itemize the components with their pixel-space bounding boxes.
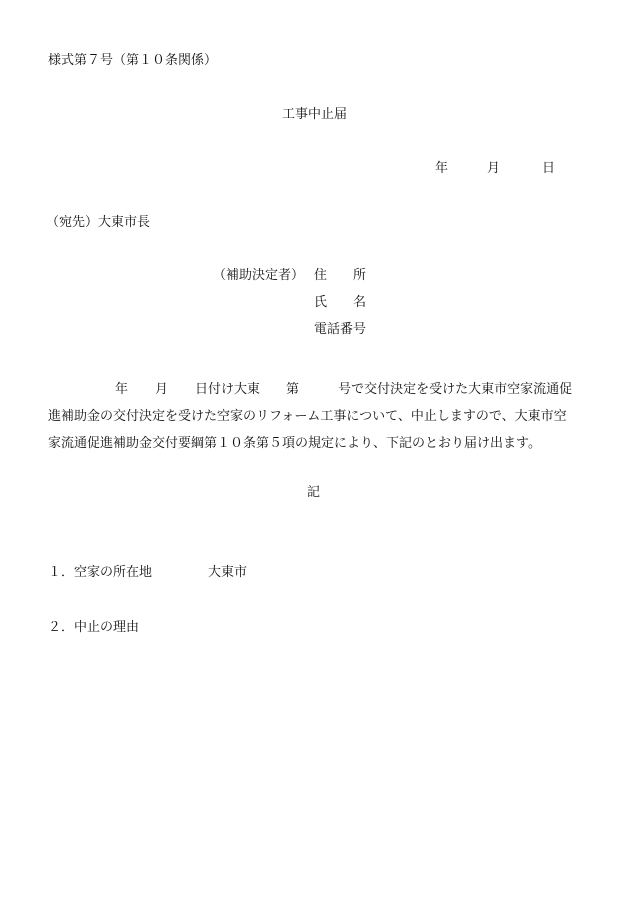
document-title: 工事中止届 xyxy=(282,107,348,122)
body-line-3: 家流通促進補助金交付要綱第１０条第５項の規定により、下記のとおり届け出ます。 xyxy=(48,436,541,451)
body-line-2: 進補助金の交付決定を受けた空家のリフォーム工事について、中止しますので、大東市空 xyxy=(48,409,567,424)
item-1-value: 大東市 xyxy=(208,565,248,580)
address-label: 住 所 xyxy=(314,268,367,283)
date-day-label: 日 xyxy=(542,161,556,176)
applicant-group-label: （補助決定者） xyxy=(213,268,305,283)
phone-label: 電話番号 xyxy=(314,322,367,337)
body-day-prefix: 日付け大東 xyxy=(195,382,261,397)
body-line-1 xyxy=(48,376,588,403)
date-month-label: 月 xyxy=(487,161,501,176)
item-1-label: １．空家の所在地 xyxy=(48,565,153,580)
body-year-label: 年 xyxy=(115,382,129,397)
ki-heading: 記 xyxy=(307,485,321,500)
item-2-label: ２．中止の理由 xyxy=(48,620,140,635)
body-dai-label: 第 xyxy=(286,382,300,397)
date-year-label: 年 xyxy=(435,161,449,176)
body-line-1-rest: 号で交付決定を受けた大東市空家流通促 xyxy=(338,382,573,397)
form-number: 様式第７号（第１０条関係） xyxy=(48,53,218,68)
body-month-label: 月 xyxy=(155,382,169,397)
name-label: 氏 名 xyxy=(314,295,367,310)
body-paragraph xyxy=(48,376,588,457)
addressee: （宛先）大東市長 xyxy=(46,215,151,230)
